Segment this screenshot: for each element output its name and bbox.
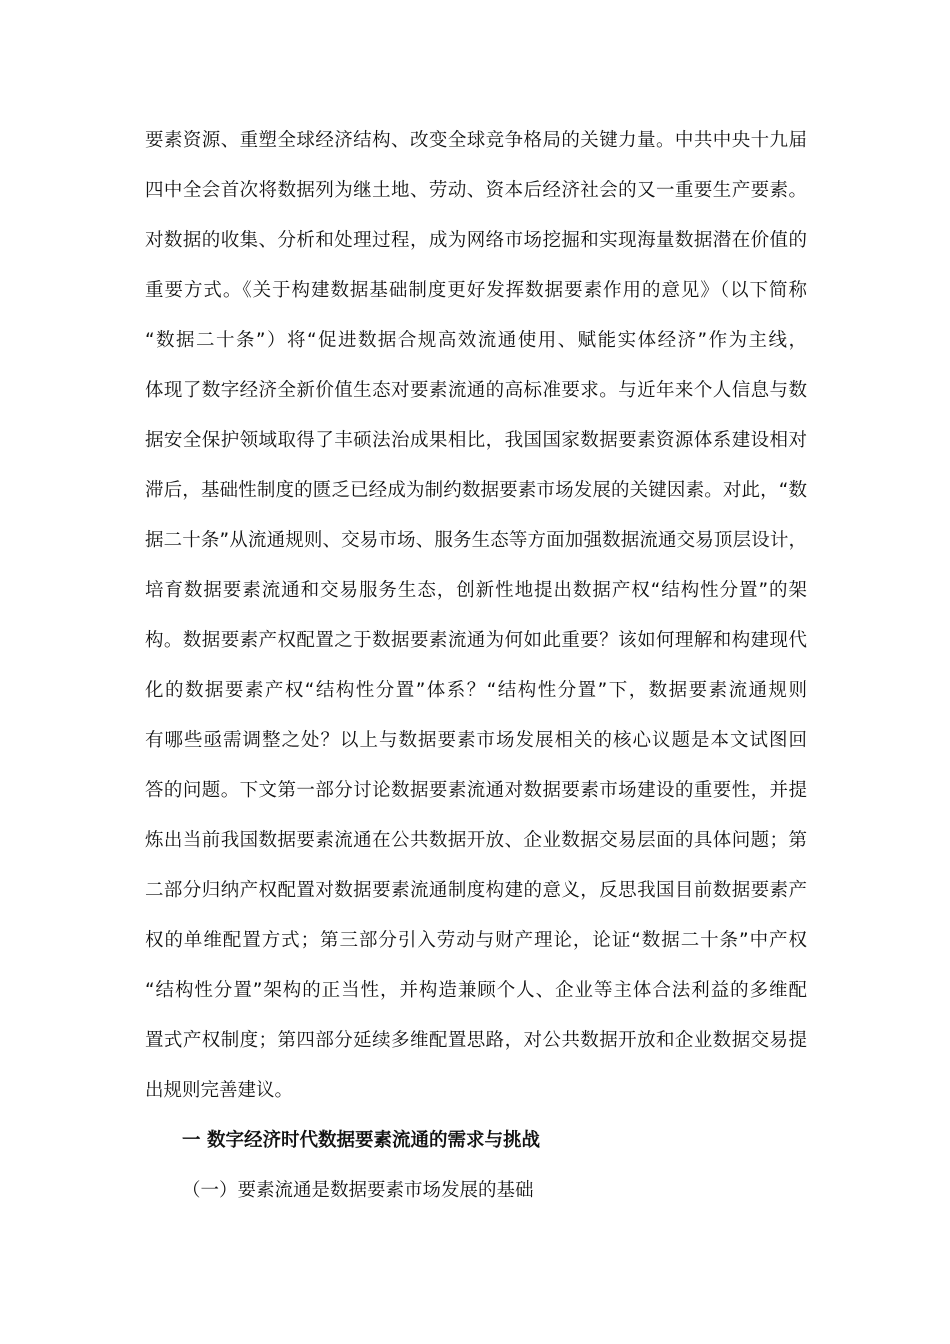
text-line-17: 权的单维配置方式；第三部分引入劳动与财产理论，论证“数据二十条”中产权 [145, 930, 807, 951]
text-line-14: 答的问题。下文第一部分讨论数据要素流通对数据要素市场建设的重要性，并提 [145, 780, 807, 801]
text-line-4: 重要方式。《关于构建数据基础制度更好发挥数据要素作用的意见》（以下简称 [145, 280, 807, 301]
text-line-19: 置式产权制度；第四部分延续多维配置思路，对公共数据开放和企业数据交易提 [145, 1030, 807, 1051]
text-line-18: “结构性分置”架构的正当性，并构造兼顾个人、企业等主体合法利益的多维配 [145, 980, 807, 1001]
text-line-15: 炼出当前我国数据要素流通在公共数据开放、企业数据交易层面的具体问题；第 [145, 830, 807, 851]
subsection-heading: （一）要素流通是数据要素市场发展的基础 [182, 1180, 534, 1201]
text-line-3: 对数据的收集、分析和处理过程，成为网络市场挖掘和实现海量数据潜在价值的 [145, 230, 807, 251]
text-line-11: 构。数据要素产权配置之于数据要素流通为何如此重要？该如何理解和构建现代 [145, 630, 807, 651]
text-line-6: 体现了数字经济全新价值生态对要素流通的高标准要求。与近年来个人信息与数 [145, 380, 807, 401]
text-line-9: 据二十条”从流通规则、交易市场、服务生态等方面加强数据流通交易顶层设计， [145, 530, 807, 551]
text-line-1: 要素资源、重塑全球经济结构、改变全球竞争格局的关键力量。中共中央十九届 [145, 130, 807, 151]
text-line-2: 四中全会首次将数据列为继土地、劳动、资本后经济社会的又一重要生产要素。 [145, 180, 807, 201]
text-line-8: 滞后，基础性制度的匮乏已经成为制约数据要素市场发展的关键因素。对此，“数 [145, 480, 807, 501]
text-line-10: 培育数据要素流通和交易服务生态，创新性地提出数据产权“结构性分置”的架 [145, 580, 807, 601]
text-line-13: 有哪些亟需调整之处？以上与数据要素市场发展相关的核心议题是本文试图回 [145, 730, 807, 751]
section-heading: 一 数字经济时代数据要素流通的需求与挑战 [182, 1130, 540, 1151]
text-line-7: 据安全保护领域取得了丰硕法治成果相比，我国国家数据要素资源体系建设相对 [145, 430, 807, 451]
text-line-5: “数据二十条”）将“促进数据合规高效流通使用、赋能实体经济”作为主线， [145, 330, 807, 351]
text-line-20: 出规则完善建议。 [145, 1080, 294, 1101]
body-paragraph [145, 123, 807, 1123]
text-line-16: 二部分归纳产权配置对数据要素流通制度构建的意义，反思我国目前数据要素产 [145, 880, 807, 901]
text-line-12: 化的数据要素产权“结构性分置”体系？“结构性分置”下，数据要素流通规则 [145, 680, 807, 701]
